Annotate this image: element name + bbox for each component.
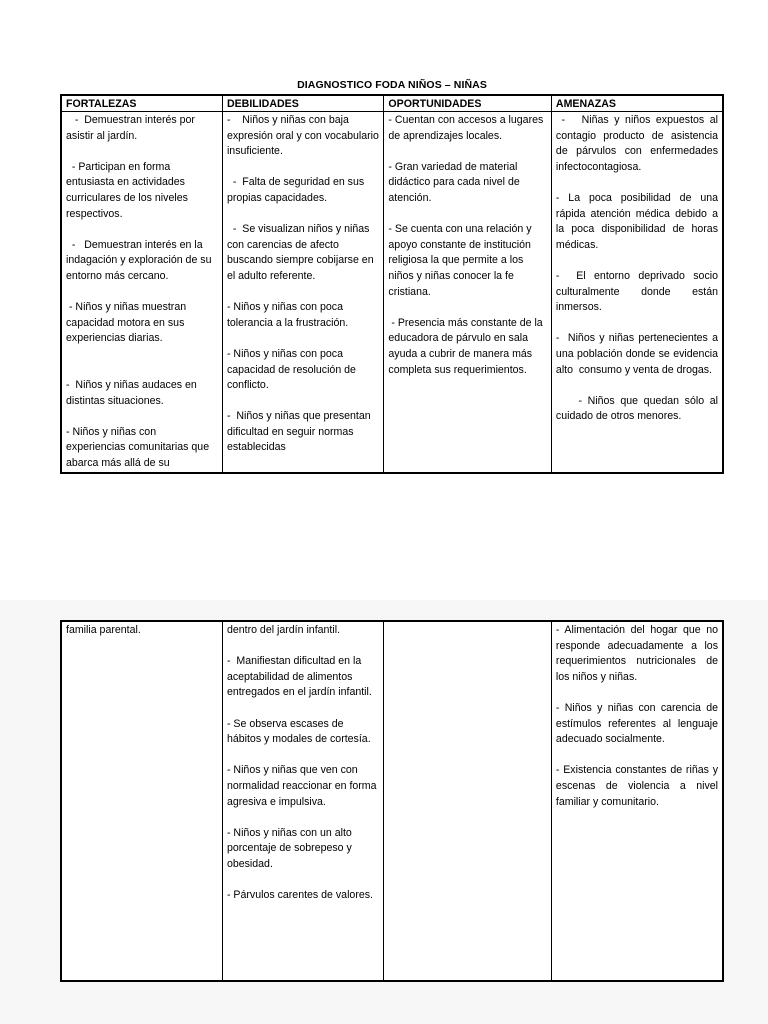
list-item: - Demuestran interés en la indagación y exploración de su entorno más cercano. — [66, 238, 215, 282]
list-item: - La poca posibilidad de una rápida atención médica debido a la poca disponibilidad de horas médicas. — [555, 191, 721, 251]
list-item: - Niños y niñas con experiencias comunitarias que abarca más allá de su — [66, 425, 213, 470]
table-row — [61, 112, 723, 473]
list-item: - Niños y niñas que presentan dificultad en seguir normas establecidas — [226, 410, 374, 454]
foda-table-page-2 — [60, 620, 724, 982]
list-item: - Niños y niñas pertenecientes a una población donde se evidencia alto consumo y venta de drogas. — [555, 332, 721, 376]
list-item: - Se visualizan niños y niñas con carencias de afecto buscando siempre cobijarse en el adulto referente. — [226, 223, 377, 282]
list-item: - Presencia más constante de la educadora de párvulo en sala ayuda a cubrir de manera más completa sus requerimientos. — [388, 316, 546, 376]
list-item: - Niños que quedan sólo al cuidado de otros menores. — [555, 394, 721, 423]
list-item: - Niñas y niños expuestos al contagio producto de asistencia de párvulos con enfermedades infectocontagiosa. — [555, 114, 721, 173]
amenazas-cell — [551, 112, 723, 473]
amenazas-cell — [551, 621, 723, 981]
list-item: - Niños y niñas con poca capacidad de resolución de conflicto. — [226, 347, 359, 392]
list-item: - Niños y niñas con baja expresión oral y con vocabulario insuficiente. — [226, 114, 382, 158]
header-debilidades: DEBILIDADES — [222, 95, 383, 112]
list-item: - Niños y niñas que ven con normalidad reaccionar en forma agresiva e impulsiva. — [226, 764, 380, 808]
list-item: - Existencia constantes de riñas y escenas de violencia a nivel familiar y comunitario. — [555, 764, 721, 808]
list-item: - Participan en forma entusiasta en actividades curriculares de los niveles respectivos. — [66, 160, 191, 220]
list-item: dentro del jardín infantil. — [226, 624, 341, 636]
debilidades-cell — [222, 621, 383, 981]
list-item: - Falta de seguridad en sus propias capacidades. — [226, 176, 368, 204]
table-header-row — [61, 95, 723, 112]
document-title: DIAGNOSTICO FODA NIÑOS – NIÑAS — [297, 79, 487, 91]
list-item: - Gran variedad de material didáctico para cada nivel de atención. — [388, 160, 523, 204]
foda-table-page-1 — [60, 94, 724, 474]
list-item: - Párvulos carentes de valores. — [226, 889, 373, 902]
table-row — [61, 621, 723, 981]
list-item: - Demuestran interés por asistir al jardín. — [66, 114, 198, 142]
list-item: - Se cuenta con una relación y apoyo constante de institución religiosa la que permite a los niños y niñas conocer la fe cristiana. — [388, 223, 535, 298]
list-item: - El entorno deprivado socio culturalmente donde están inmersos. — [555, 269, 721, 314]
list-item: - Niños y niñas con poca tolerancia a la frustración. — [226, 301, 349, 329]
header-fortalezas: FORTALEZAS — [61, 95, 222, 112]
list-item: - Niños y niñas audaces en distintas situaciones. — [66, 379, 197, 407]
header-amenazas: AMENAZAS — [551, 95, 723, 112]
header-oportunidades: OPORTUNIDADES — [384, 95, 552, 112]
oportunidades-cell — [384, 621, 552, 981]
list-item: - Se observa escases de hábitos y modales de cortesía. — [226, 717, 371, 746]
list-item: - Niños y niñas con un alto porcentaje de sobrepeso y obesidad. — [226, 826, 355, 870]
list-item: - Cuentan con accesos a lugares de aprendizajes locales. — [388, 114, 547, 142]
fortalezas-cell — [61, 621, 222, 981]
list-item: - Manifiestan dificultad en la aceptabilidad de alimentos entregados en el jardín infantil. — [226, 655, 372, 699]
list-item: familia parental. — [66, 624, 141, 636]
debilidades-cell — [222, 112, 383, 473]
fortalezas-cell — [61, 112, 222, 473]
list-item: - Niños y niñas muestran capacidad motora en sus experiencias diarias. — [66, 301, 190, 345]
list-item: - Niños y niñas con carencia de estímulos referentes al lenguaje adecuado socialmente. — [555, 701, 721, 746]
oportunidades-cell — [384, 112, 552, 473]
list-item: - Alimentación del hogar que no responde adecuadamente a los requerimientos nutricionales de los niños y niñas. — [555, 624, 721, 683]
